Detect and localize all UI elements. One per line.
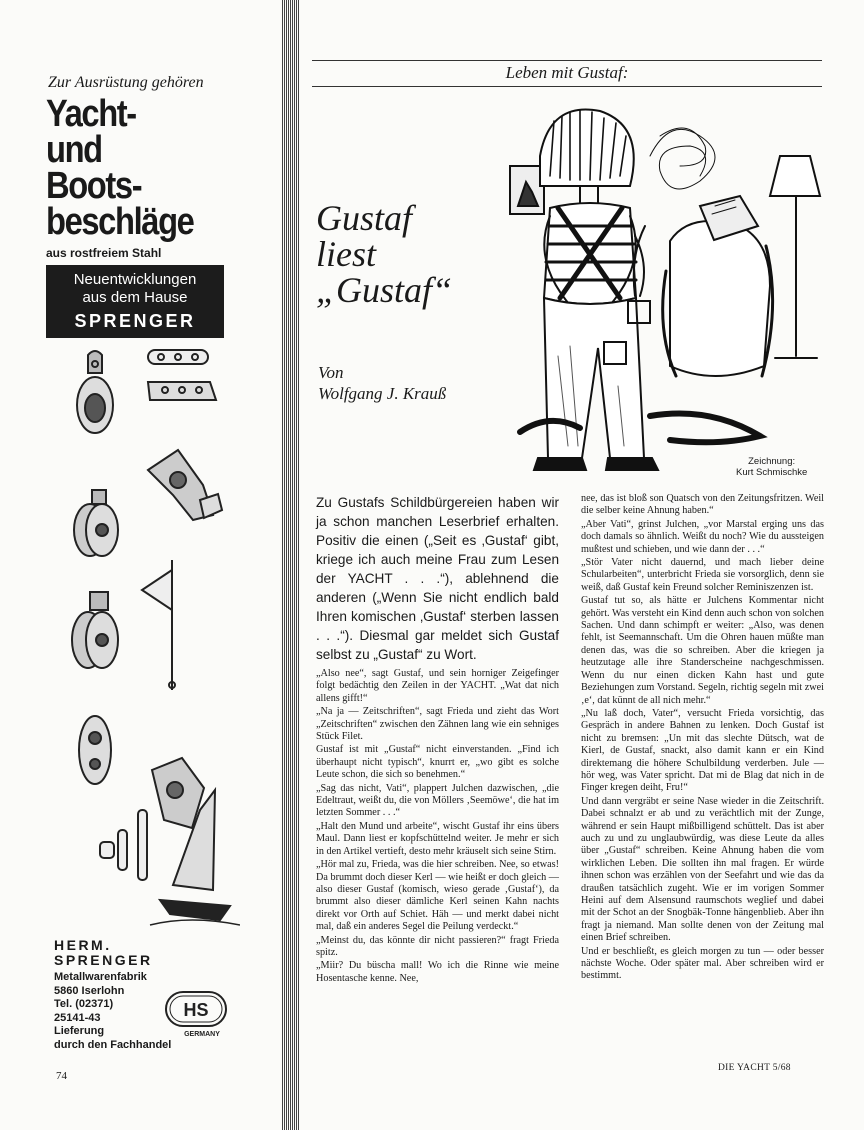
article-column-left (316, 493, 559, 986)
column-separator (282, 0, 300, 1130)
article-paragraph: Und er beschließt, es gleich morgen zu tun — oder besser nächste Woche. Oder später mal. Aber schreiben wird er bestimmt. (581, 945, 824, 982)
article-paragraph: Gustaf ist mit „Gustaf“ nicht einverstanden. „Find ich überhaupt nicht typisch“, knurrt er, „wo gibt es solche Leute schon, die sich so benehmen.“ (316, 744, 559, 781)
ad-box-line: Neuentwicklungen (73, 271, 197, 288)
article-paragraph: „Sag das nicht, Vati“, plappert Julchen dazwischen, „die Edeltraut, weißt du, die von Möllers ‚Seemöwe‘, die hat im letzten Sommer . . .“ (316, 782, 559, 819)
pulley-block-icon (77, 351, 113, 433)
ad-headline-line: und (46, 129, 102, 171)
ad-address-line: 5860 Iserlohn (54, 984, 125, 997)
article-paragraph: „Stör Vater nicht dauernd, und mach lieber deine Schularbeiten“, unterbricht Frieda sie vorsorglich, denn sie weiß, daß Gustaf kein Freund solcher Reminiszenzen ist. (581, 557, 824, 593)
ad-hardware-illustration (60, 340, 240, 940)
column-title: Leben mit Gustaf: (505, 63, 629, 82)
credit-line: Zeichnung: (748, 456, 796, 467)
article-paragraph: nee, das ist bloß son Quatsch von den Zeitungsfritzen. Weil die selber keine Ahnung haben.“ (581, 493, 824, 517)
ad-brand-box (46, 265, 224, 338)
gustaf-illustration (500, 96, 830, 482)
ad-address-line: Lieferung (54, 1025, 105, 1037)
ad-address-line: Metallwarenfabrik (54, 971, 147, 983)
article-paragraph: Gustaf tut so, als hätte er Julchens Kommentar nicht gehört. Was versteht ein Kind denn auch schon von solchen Sachen. Und dann schimpft er weiter: „Also, was denen fehlt, ist Seemannschaft. Um die Ohren hauen müßte man denen das, was die so schreiben. Aber die kriegen ja heutzutage alle ihre Standerscheine nachgeschmissen. Wenn du nur einen dicken Kahn hast und gute Beziehungen zum Vorstand. Segeln, richtig segeln mit zwei ‚e‘, dat künnt de all nich mehr.“ (581, 595, 824, 706)
magazine-footer: DIE YACHT 5/68 (718, 1063, 791, 1073)
article-paragraph: „Aber Vati“, grinst Julchen, „vor Marstal erging uns das doch damals so ähnlich. Weißt du noch? Wie du aussteigen mußtest und schieben, und wie dann der . . .“ (581, 518, 824, 555)
hs-logo-country: GERMANY (184, 1031, 220, 1038)
chainplate-icon (100, 810, 147, 880)
cam-cleat-icon (148, 450, 222, 520)
article-paragraph: „Also nee“, sagt Gustaf, und sein horniger Zeigefinger folgt bedächtig den Zeilen in der YACHT. „Wat dat nich allens gifft!“ (316, 668, 559, 704)
article-paragraph: „Meinst du, das könnte dir nicht passieren?“ fragt Frieda spitz. (316, 934, 559, 958)
article-paragraph: „Halt den Mund und arbeite“, wischt Gustaf ihr eins übers Maul. Dann liest er kopfschüttelnd weiter. Je mehr er sich in den Artikel vertieft, desto mehr kräuselt sich seine Stirn. (316, 820, 559, 857)
rule-top (312, 60, 822, 61)
article-headline (316, 200, 452, 308)
ad-company (54, 938, 153, 968)
ad-headline-line: Boots- (46, 165, 142, 207)
rule-bottom (312, 86, 822, 87)
article-paragraph: „Nu laß doch, Vater“, versucht Frieda vorsichtig, das Gespräch in andere Bahnen zu lenken. Doch Gustaf ist nicht zu bremsen: „Un mit das slechte Dütsch, wat de Kierl, de Gustaf, snackt, also damit kann er ein Kind direktemang die höhere Schulbildung verderben. Jule — hör weg, was Vater spricht. Dat mi de Blag dat nich in de Finger kregen deiht, Fru!“ (581, 707, 824, 794)
headline-line: Gustaf (316, 198, 413, 238)
triple-block-icon (72, 592, 118, 668)
double-block-icon (74, 490, 118, 556)
ad-address-line: 25141-43 (54, 1011, 101, 1024)
byline-line: Von (318, 363, 344, 382)
byline (318, 362, 446, 404)
illustration-credit (736, 456, 807, 478)
headline-line: „Gustaf“ (316, 270, 453, 310)
byline-line: Wolfgang J. Krauß (318, 384, 447, 403)
deck-plate-icon (148, 350, 216, 400)
article-paragraph: Und dann vergräbt er seine Nase wieder in die Zeitschrift. Dabei schnalzt er ab und zu verächtlich mit der Zunge, während er sein Haupt mißbilligend schüttelt. Das ist aber auch zu und zu unglaubwürdig, was diese Leute da alles über „Gustaf“ schreiben. Keine Ahnung haben die vom wirklichen Leben. Die sollten ihn mal fragen. Er würde ihnen schon was erzählen von der Seefahrt und wie das da draußen tatsächlich zugeht. Wie er im vorigen Sommer Heini auf dem Alsensund raumschots weglief und dabei mit der Schot an der Snogbäk-Tonne hängenblieb. Aber ihn fragt ja niemand. Man sollte denen von der Zeitung mal einen Brief schreiben. (581, 795, 824, 944)
advertisement (0, 0, 272, 1130)
article-paragraph: „Miir? Du büscha mall! Wo ich die Rinne wie meine Hosentasche kenne. Nee, (316, 960, 559, 984)
ad-material: aus rostfreiem Stahl (46, 246, 162, 260)
hs-logo-letters: HS (183, 1000, 209, 1020)
ad-address (54, 971, 171, 1052)
ad-box-line: aus dem Hause (82, 289, 188, 306)
headline-line: liest (316, 234, 376, 274)
fiddle-block-icon (79, 716, 111, 784)
ad-headline-line: beschläge (46, 201, 194, 243)
credit-line: Kurt Schmischke (736, 467, 808, 478)
article-paragraph: „Na ja — Zeitschriften“, sagt Frieda und zieht das Wort „Zeitschriften“ zwischen den Zähnen lang wie ein sehniges Stück Filet. (316, 706, 559, 743)
article-paragraph: „Hör mal zu, Frieda, was die hier schreiben. Nee, so etwas! Da brummt doch dieser Kerl — wie heißt er doch gleich — also dieser Gustaf (komisch, wieso gerade ‚Gustaf‘), da brummt also dieser dämliche Kerl seinen Kahn nachts direkt vor Orth auf Schiet. Häh — und merkt dabei nicht mal, daß ein anderes Segel die Peilung verdeckt.“ (316, 859, 559, 933)
ad-company-line: HERM. (54, 937, 112, 953)
hs-logo (162, 988, 232, 1040)
article-intro: Zu Gustafs Schildbürgereien haben wir ja schon manchen Leserbrief erhalten. Positiv die einen („Seit es ‚Gustaf‘ gibt, kriege ich auch meine Frau zum Lesen der YACHT . . .“), ablehnend die anderen („Wenn Sie nicht endlich bald Ihren komischen ‚Gustaf‘ sterben lassen . . .“). Diesmal gar meldet sich Gustaf selbst zu „Gustaf“ zu Wort. (316, 495, 559, 662)
ad-address-line: durch den Fachhandel (54, 1038, 172, 1051)
page-number: 74 (56, 1070, 67, 1082)
jam-cleat-icon (152, 758, 204, 828)
article-column-right (581, 493, 824, 984)
ad-brand: SPRENGER (74, 311, 196, 331)
ad-tagline: Zur Ausrüstung gehören (48, 74, 204, 91)
ad-headline-line: Yacht- (46, 93, 136, 135)
ad-headline (46, 93, 235, 243)
ad-address-line: Tel. (02371) (54, 998, 114, 1010)
mast-track-icon (142, 560, 175, 690)
ad-company-line: SPRENGER (54, 952, 153, 968)
